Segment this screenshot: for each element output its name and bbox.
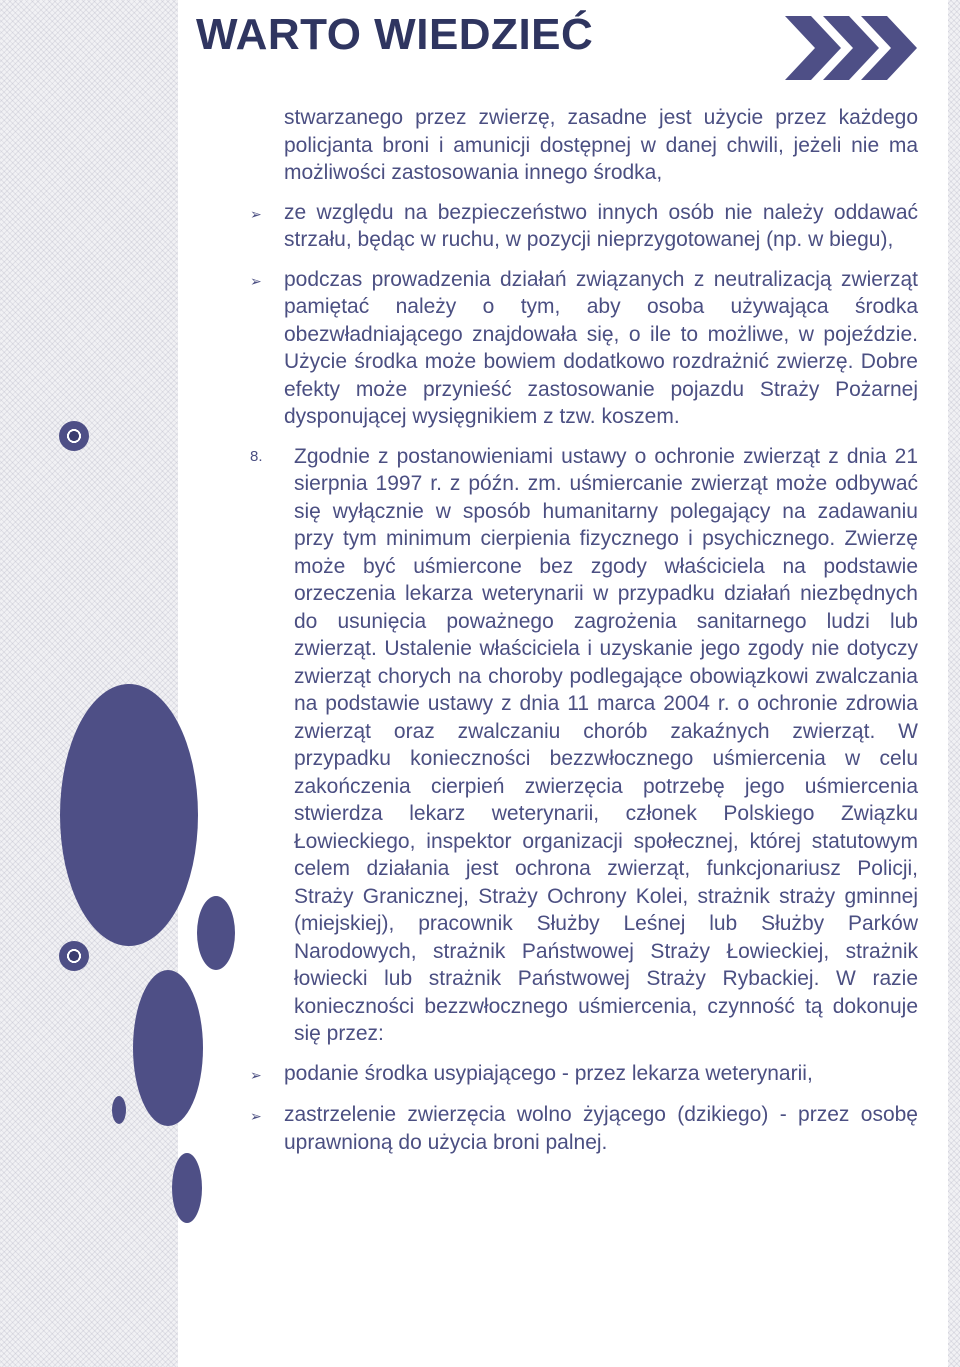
bullet-arrow-icon: ➢: [250, 1066, 262, 1083]
item-number: 8.: [250, 447, 263, 465]
list-item-text: zastrzelenie zwierzęcia wolno żyjącego (dzikiego) - przez osobę uprawnioną do użycia broni palnej.: [284, 1103, 918, 1154]
numbered-item: [250, 443, 918, 1048]
decorative-side-pattern: [0, 0, 178, 1367]
paragraph: stwarzanego przez zwierzę, zasadne jest użycie przez każdego policjanta broni i amunicji dostępnej w danej chwili, jeżeli nie ma możliwości zastosowania innego środka,: [284, 106, 918, 184]
list-item-text: podanie środka usypiającego - przez lekarza weterynarii,: [284, 1061, 813, 1085]
bullet-arrow-icon: ➢: [250, 1108, 262, 1124]
decorative-oval: [112, 1096, 126, 1124]
page-title: WARTO WIEDZIEĆ: [196, 10, 594, 59]
list-item: [250, 266, 918, 431]
numbered-item-text: Zgodnie z postanowieniami ustawy o ochronie zwierząt z dnia 21 sierpnia 1997 r. z późn. zm. uśmiercanie zwierząt może odbywać się wyłącznie w sposób humanitarny polegający na zadawaniu przy tym minimum cierpienia fizycznego i psychicznego. Zwierzę może być uśmiercone bez zgody właściciela na podstawie orzeczenia lekarza weterynarii w przypadku działań niezbędnych do usunięcia poważnego zagrożenia sanitarnego ludzi lub zwierząt. Ustalenie właściciela i uzyskanie jego zgody nie dotyczy zwierząt chorych na choroby podlegające obowiązkowi zwalczania na podstawie ustawy z dnia 11 marca 2004 r. o ochronie zdrowia zwierząt oraz zwalczaniu chorób zakaźnych zwierząt. W przypadku konieczności bezzwłocznego uśmiercenia w celu zakończenia cierpień zwierzęcia potrzebę jego uśmiercenia stwierdza lekarz weterynarii, członek Polskiego Związku Łowieckiego, inspektor organizacji społecznej, której statutowym celem działania jest ochrona zwierząt, funkcjonariusz Policji, Straży Granicznej, Straży Ochrony Kolei, strażnik straży gminnej (miejskiej), pracownik Służby Leśnej lub Służby Parków Narodowych, strażnik Państwowej Straży Łowieckiej, strażnik łowiecki lub strażnik Państwowej Straży Rybackiej. W razie konieczności bezzwłocznego uśmiercenia, czynność tą dokonuje się przez:: [294, 444, 918, 1045]
decorative-oval: [133, 970, 203, 1126]
bullet-arrow-icon: ➢: [250, 272, 262, 289]
main-content: [250, 104, 918, 1168]
list-item: [250, 199, 918, 254]
decorative-oval: [197, 896, 235, 970]
list-item-text: ze względu na bezpieczeństwo innych osób nie należy oddawać strzału, będąc w ruchu, w pozycji nieprzygotowanej (np. w biegu),: [284, 200, 918, 251]
decorative-oval: [60, 684, 198, 946]
list-item: [250, 1101, 918, 1156]
ring-icon: [59, 421, 89, 451]
list-item: [250, 1060, 918, 1090]
decorative-oval: [172, 1153, 202, 1223]
ring-icon: [59, 941, 89, 971]
decorative-right-strip: [948, 0, 960, 1367]
list-item-text: podczas prowadzenia działań związanych z neutralizacją zwierząt pamiętać należy o tym, aby osoba używająca środka obezwładniającego znajdowała się, o ile to możliwe, w pojeździe. Użycie środka może bowiem dodatkowo rozdrażnić zwierzę. Dobre efekty może przynieść zastosowanie pojazdu Straży Pożarnej dysponującej wysięgnikiem z tzw. koszem.: [284, 267, 918, 428]
bullet-arrow-icon: ➢: [250, 205, 262, 222]
chevron-arrows-icon: [785, 16, 925, 80]
